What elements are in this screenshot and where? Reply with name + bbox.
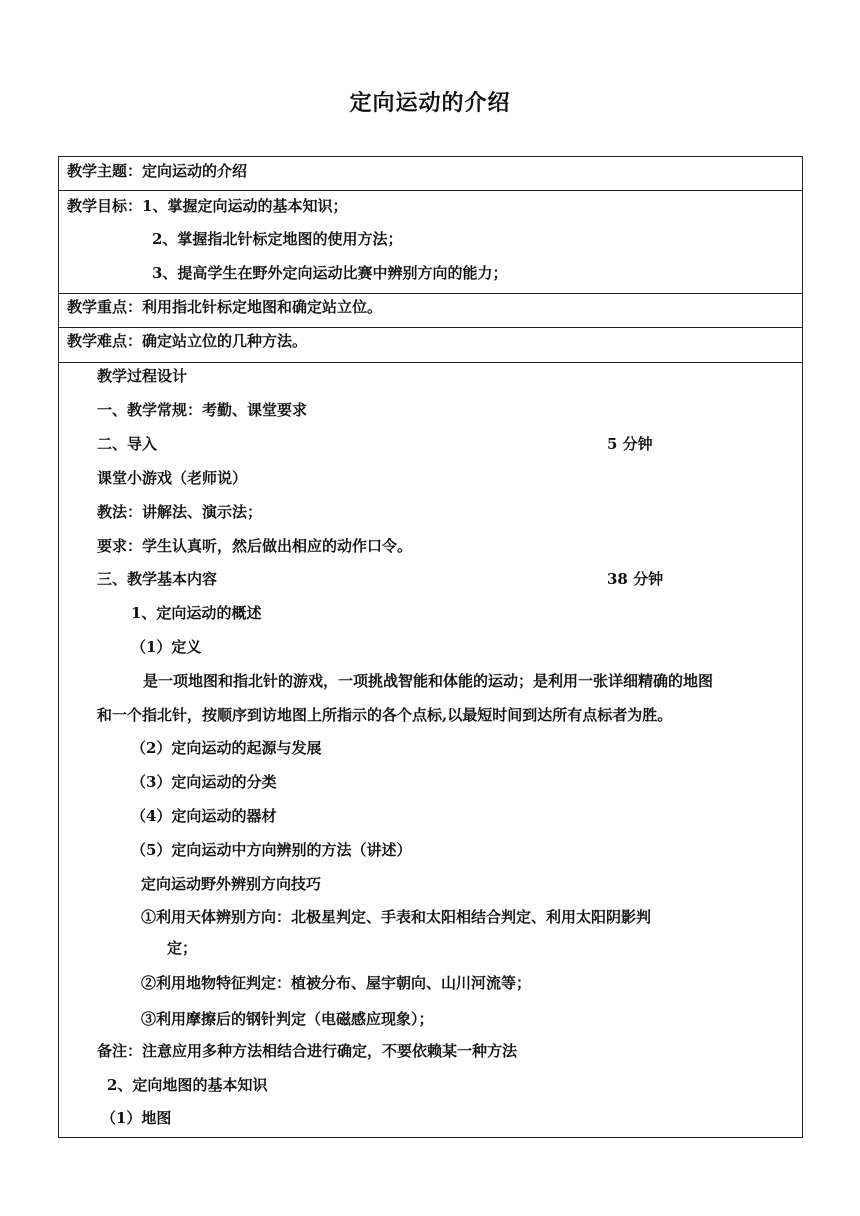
basic-time (607, 569, 663, 589)
section-1-4: （4）定向运动的器材 (131, 807, 277, 825)
field-tips-heading: 定向运动野外辨别方向技巧 (141, 875, 322, 893)
page-title: 定向运动的介绍 (349, 90, 511, 116)
intro-time-number: 5 (607, 435, 618, 453)
section-1-1: （1）定义 (131, 638, 202, 656)
note: 备注：注意应用多种方法相结合进行确定，不要依赖某一种方法 (97, 1042, 518, 1060)
section-2-1: （1）地图 (101, 1109, 172, 1127)
key-point: 教学重点：利用指北针标定地图和确定站立位。 (67, 298, 383, 316)
requirement: 要求：学生认真听，然后做出相应的动作口令。 (97, 537, 413, 555)
difficulty: 教学难点：确定站立位的几种方法。 (67, 332, 308, 350)
basic-time-unit: 分钟 (633, 570, 664, 588)
section-1-3: （3）定向运动的分类 (131, 773, 277, 791)
routine: 一、教学常规：考勤、课堂要求 (97, 401, 308, 419)
intro: 二、导入 (97, 435, 158, 453)
teaching-method: 教法：讲解法、演示法； (97, 503, 263, 521)
class-game: 课堂小游戏（老师说） (97, 469, 248, 487)
section-1-2: （2）定向运动的起源与发展 (131, 739, 322, 757)
row-divider (59, 293, 802, 294)
lesson-plan-table (58, 156, 803, 1138)
basic-content: 三、教学基本内容 (97, 570, 218, 588)
tip-1-line-1: ①利用天体辨别方向：北极星判定、手表和太阳相结合判定、利用太阳阴影判 (141, 908, 652, 926)
tip-3: ③利用摩擦后的钢针判定（电磁感应现象）； (141, 1010, 434, 1028)
intro-time-unit: 分钟 (622, 435, 653, 453)
process-heading: 教学过程设计 (97, 367, 188, 385)
tip-1-line-2: 定； (167, 939, 198, 957)
intro-time (607, 434, 653, 454)
row-divider (59, 190, 802, 191)
definition-line-2: 和一个指北针，按顺序到访地图上所指示的各个点标,以最短时间到达所有点标者为胜。 (97, 706, 673, 724)
teaching-goals: 教学目标：1、掌握定向运动的基本知识； (67, 197, 348, 215)
row-divider (59, 362, 802, 363)
definition-line-1: 是一项地图和指北针的游戏，一项挑战智能和体能的运动；是利用一张详细精确的地图 (143, 672, 714, 690)
row-divider (59, 327, 802, 328)
teaching-goal-3: 3、提高学生在野外定向运动比赛中辨别方向的能力； (152, 264, 508, 282)
tip-2: ②利用地物特征判定：植被分布、屋宇朝向、山川河流等； (141, 974, 532, 992)
teaching-theme: 教学主题：定向运动的介绍 (67, 162, 248, 180)
section-1: 1、定向运动的概述 (131, 604, 262, 622)
section-1-5: （5）定向运动中方向辨别的方法（讲述） (131, 841, 412, 859)
section-2: 2、定向地图的基本知识 (107, 1076, 268, 1094)
teaching-goal-2: 2、掌握指北针标定地图的使用方法； (152, 230, 403, 248)
basic-time-number: 38 (607, 570, 628, 588)
